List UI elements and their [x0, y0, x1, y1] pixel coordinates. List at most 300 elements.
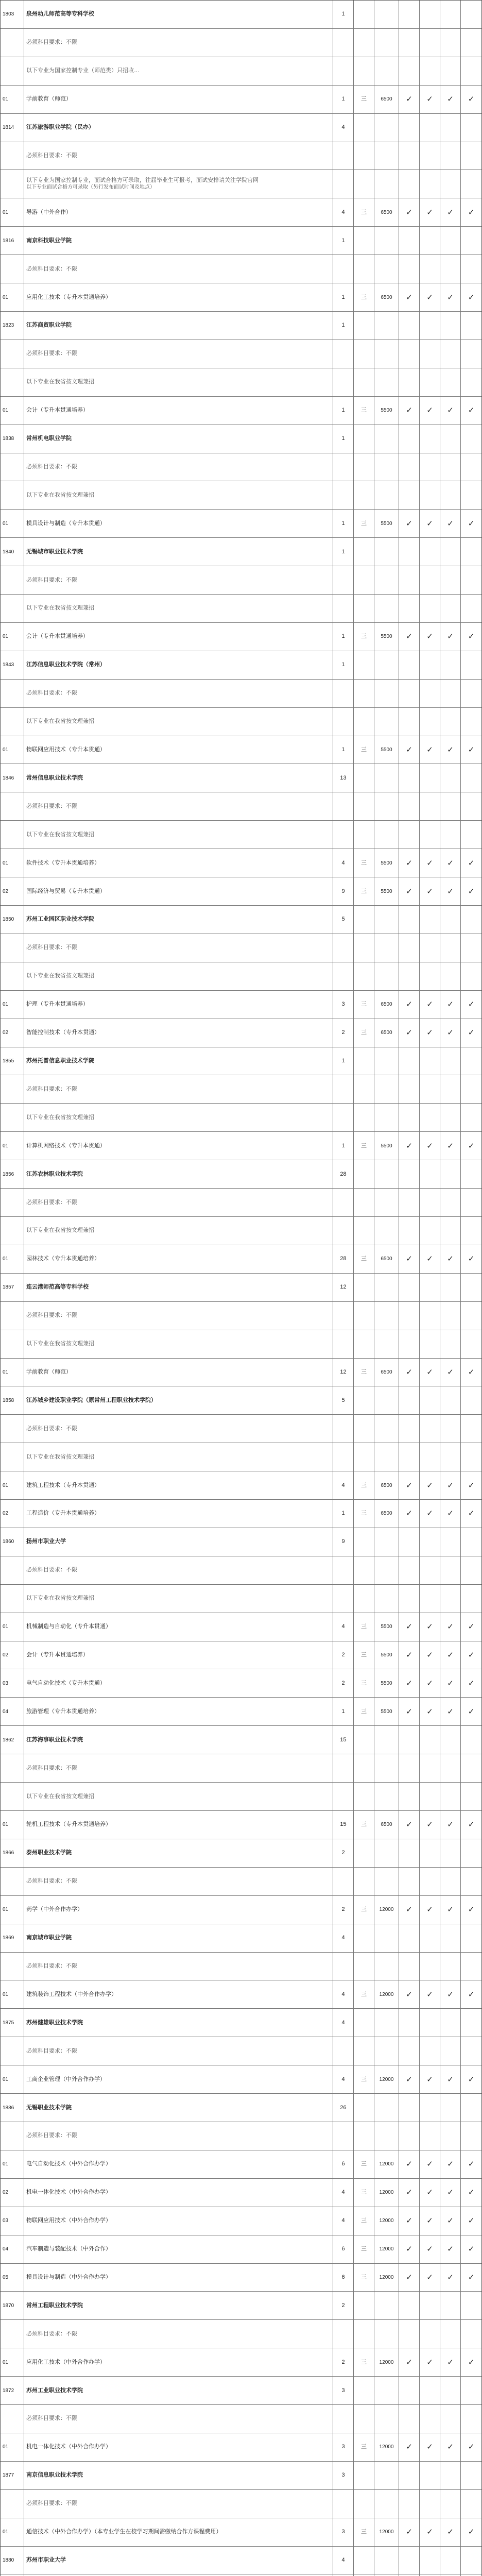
check-cell-2: [420, 1585, 440, 1613]
check-cell-2: [420, 1, 440, 28]
check-cell-4: [461, 1189, 481, 1216]
check-cell-1: ✓: [399, 1811, 420, 1839]
check-cell-4: [461, 2037, 481, 2065]
tuition-cell: [374, 906, 399, 934]
check-cell-3: [440, 1783, 461, 1810]
check-cell-2: [420, 340, 440, 368]
code-cell: [1, 962, 24, 990]
duration-cell: [354, 792, 374, 820]
duration-cell: [354, 1443, 374, 1471]
name-text: 以下专业在我省按文理兼招: [26, 1595, 94, 1602]
check-cell-4: [461, 906, 481, 934]
plan-count-cell: 2: [333, 2292, 354, 2319]
tuition-cell: [374, 425, 399, 453]
name-text: 必须科目要求：不限: [26, 1878, 77, 1885]
name-cell: [24, 792, 333, 820]
requirement-row: [1, 57, 481, 86]
plan-count-cell: [333, 2037, 354, 2065]
name-text: 以下专业在我省按文理兼招: [26, 379, 94, 385]
major-row: [1, 1471, 481, 1500]
check-cell-3: [440, 425, 461, 453]
check-cell-4: ✓: [468, 95, 475, 104]
name-text: 电气自动化技术（专升本贯通）: [26, 1680, 106, 1686]
code-cell: 02: [1, 877, 24, 905]
plan-count-cell: 4: [333, 1471, 354, 1499]
check-cell-2: [420, 2405, 440, 2433]
check-cell-1: [399, 595, 420, 622]
check-cell-4: [461, 1160, 481, 1188]
name-text: 必须科目要求：不限: [26, 1312, 77, 1319]
plan-count-cell: 1: [333, 736, 354, 764]
check-cell-3: ✓: [440, 1359, 461, 1386]
tuition-cell: [374, 255, 399, 283]
duration-cell: 三: [354, 877, 374, 905]
check-cell-4: [461, 962, 481, 990]
name-text: 江苏信息职业技术学院（常州）: [26, 662, 106, 668]
check-cell-1: ✓: [399, 1132, 420, 1160]
tuition-cell: [374, 340, 399, 368]
check-cell-4: ✓: [468, 2160, 475, 2169]
check-cell-2: ✓: [420, 736, 440, 764]
check-cell-2: [420, 2122, 440, 2150]
check-cell-3: [440, 1528, 461, 1556]
school-row: [1, 1924, 481, 1953]
duration-cell: [354, 425, 374, 453]
tuition-cell: [374, 1274, 399, 1301]
duration-cell: [354, 1754, 374, 1782]
duration-cell: 三: [354, 1132, 374, 1160]
check-cell-2: ✓: [420, 2433, 440, 2461]
check-cell-2: ✓: [420, 991, 440, 1019]
tuition-cell: [374, 114, 399, 142]
name-cell: [24, 1471, 333, 1499]
tuition-cell: [374, 764, 399, 792]
check-cell-4: [461, 821, 481, 849]
plan-count-cell: 1: [333, 1, 354, 28]
code-cell: [1, 29, 24, 57]
name-text: 必须科目要求：不限: [26, 1567, 77, 1573]
code-cell: [1, 680, 24, 707]
name-cell: [24, 2292, 333, 2319]
check-cell-1: [399, 1868, 420, 1895]
check-cell-1: ✓: [399, 623, 420, 651]
plan-count-cell: 3: [333, 2518, 354, 2546]
check-cell-4: ✓: [468, 858, 475, 868]
check-cell-2: [420, 2462, 440, 2489]
check-cell-1: [399, 962, 420, 990]
check-cell-3: [440, 595, 461, 622]
duration-cell: 三: [354, 397, 374, 425]
duration-cell: 三: [354, 1896, 374, 1924]
duration-cell: 三: [354, 1811, 374, 1839]
duration-cell: 三: [354, 510, 374, 537]
duration-cell: [354, 312, 374, 340]
check-cell-3: ✓: [440, 1641, 461, 1669]
plan-count-cell: 4: [333, 2009, 354, 2037]
duration-cell: 三: [354, 283, 374, 311]
name-text: 机电一体化技术（中外合作办学）: [26, 2444, 111, 2450]
check-cell-2: ✓: [420, 2264, 440, 2292]
plan-count-cell: 28: [333, 1160, 354, 1188]
plan-count-cell: 1: [333, 397, 354, 425]
check-cell-2: ✓: [420, 1500, 440, 1528]
plan-count-cell: [333, 1783, 354, 1810]
check-cell-4: ✓: [468, 1141, 475, 1150]
duration-cell: [354, 29, 374, 57]
duration-cell: 三: [354, 1359, 374, 1386]
check-cell-3: [440, 821, 461, 849]
tuition-cell: 12000: [374, 2179, 399, 2207]
name-cell: [24, 283, 333, 311]
check-cell-1: [399, 1160, 420, 1188]
check-cell-2: ✓: [420, 1669, 440, 1697]
major-row: [1, 849, 481, 877]
tuition-cell: 5500: [374, 623, 399, 651]
duration-cell: 三: [354, 1613, 374, 1641]
check-cell-4: [461, 142, 481, 170]
tuition-cell: 5500: [374, 1669, 399, 1697]
tuition-cell: 6500: [374, 1245, 399, 1273]
check-cell-1: [399, 425, 420, 453]
check-cell-4: [461, 792, 481, 820]
name-cell: [24, 1443, 333, 1471]
major-row: [1, 1132, 481, 1160]
check-cell-3: [440, 1585, 461, 1613]
check-cell-2: [420, 1217, 440, 1245]
name-cell: [24, 1698, 333, 1725]
name-cell: [24, 1980, 333, 2008]
requirement-row: [1, 1415, 481, 1443]
code-cell: [1, 2320, 24, 2348]
check-cell-4: [461, 1924, 481, 1952]
check-cell-1: ✓: [399, 736, 420, 764]
code-cell: [1, 453, 24, 481]
check-cell-4: ✓: [468, 887, 475, 896]
plan-count-cell: [333, 1415, 354, 1443]
name-cell: [24, 114, 333, 142]
check-cell-3: [440, 2490, 461, 2518]
tuition-cell: 6500: [374, 1500, 399, 1528]
requirement-row: [1, 1443, 481, 1471]
name-cell: [24, 1868, 333, 1895]
name-cell: [24, 1075, 333, 1103]
duration-cell: [354, 1415, 374, 1443]
check-cell-3: ✓: [440, 1132, 461, 1160]
code-cell: [1, 340, 24, 368]
check-cell-3: [440, 1189, 461, 1216]
check-cell-3: [440, 1047, 461, 1075]
check-cell-2: [420, 2094, 440, 2122]
check-cell-4: [461, 312, 481, 340]
requirement-row: [1, 821, 481, 849]
check-cell-2: [420, 680, 440, 707]
tuition-cell: [374, 651, 399, 679]
plan-count-cell: 1: [333, 312, 354, 340]
check-cell-2: ✓: [420, 86, 440, 113]
tuition-cell: [374, 2490, 399, 2518]
duration-cell: 三: [354, 2179, 374, 2207]
check-cell-1: [399, 2037, 420, 2065]
check-cell-3: [440, 29, 461, 57]
name-cell: [24, 877, 333, 905]
check-cell-1: ✓: [399, 1613, 420, 1641]
duration-cell: [354, 368, 374, 396]
check-cell-2: [420, 1868, 440, 1895]
check-cell-1: ✓: [399, 1980, 420, 2008]
check-cell-2: [420, 538, 440, 566]
check-cell-4: ✓: [468, 1679, 475, 1688]
name-text: 必须科目要求：不限: [26, 1199, 77, 1206]
name-text: 会计（专升本贯通培养）: [26, 633, 89, 640]
code-cell: 1866: [1, 1839, 24, 1867]
name-text: 必须科目要求：不限: [26, 2500, 77, 2507]
plan-count-cell: 1: [333, 1500, 354, 1528]
check-cell-2: ✓: [420, 1019, 440, 1047]
tuition-cell: [374, 2377, 399, 2404]
plan-count-cell: [333, 2320, 354, 2348]
name-text: 连云港师范高等专科学校: [26, 1284, 89, 1291]
code-cell: 01: [1, 2433, 24, 2461]
name-text: 学前教育（师范）: [26, 96, 72, 103]
check-cell-2: [420, 1160, 440, 1188]
name-text: 软件技术（专升本贯通培养）: [26, 859, 100, 866]
name-cell: [24, 1896, 333, 1924]
check-cell-1: [399, 1104, 420, 1131]
plan-count-cell: [333, 595, 354, 622]
name-text: 必须科目要求：不限: [26, 1765, 77, 1771]
name-cell: [24, 2405, 333, 2433]
check-cell-3: [440, 453, 461, 481]
check-cell-1: [399, 1726, 420, 1754]
code-cell: 03: [1, 2207, 24, 2235]
check-cell-2: [420, 1783, 440, 1810]
check-cell-1: [399, 1075, 420, 1103]
plan-count-cell: 4: [333, 2179, 354, 2207]
check-cell-4: [461, 1104, 481, 1131]
code-cell: 1880: [1, 2547, 24, 2574]
check-cell-2: [420, 1839, 440, 1867]
code-cell: [1, 368, 24, 396]
name-cell: [24, 2518, 333, 2546]
name-text: 无锡城市职业技术学院: [26, 548, 83, 555]
check-cell-3: [440, 170, 461, 198]
duration-cell: [354, 114, 374, 142]
check-cell-3: [440, 255, 461, 283]
name-cell: [24, 198, 333, 226]
school-row: [1, 1386, 481, 1415]
major-row: [1, 2348, 481, 2377]
check-cell-1: [399, 2377, 420, 2404]
check-cell-2: [420, 962, 440, 990]
check-cell-2: [420, 1556, 440, 1584]
check-cell-2: [420, 170, 440, 198]
code-cell: [1, 566, 24, 594]
tuition-cell: 5500: [374, 510, 399, 537]
name-cell: [24, 2037, 333, 2065]
check-cell-4: ✓: [468, 2075, 475, 2084]
tuition-cell: [374, 1104, 399, 1131]
check-cell-1: [399, 2122, 420, 2150]
check-cell-4: [461, 1726, 481, 1754]
name-cell: [24, 255, 333, 283]
plan-count-cell: 12: [333, 1359, 354, 1386]
code-cell: [1, 1754, 24, 1782]
check-cell-3: ✓: [440, 991, 461, 1019]
name-cell: [24, 1500, 333, 1528]
check-cell-2: ✓: [420, 1132, 440, 1160]
plan-count-cell: 3: [333, 991, 354, 1019]
check-cell-4: [461, 1047, 481, 1075]
check-cell-3: [440, 2037, 461, 2065]
plan-count-cell: 4: [333, 2065, 354, 2093]
name-cell: [24, 1330, 333, 1358]
check-cell-1: [399, 227, 420, 255]
check-cell-3: ✓: [440, 2235, 461, 2263]
code-cell: [1, 2122, 24, 2150]
check-cell-2: ✓: [420, 2207, 440, 2235]
check-cell-2: ✓: [420, 1980, 440, 2008]
check-cell-2: [420, 255, 440, 283]
check-cell-1: ✓: [399, 1359, 420, 1386]
check-cell-4: [461, 1556, 481, 1584]
check-cell-2: [420, 2490, 440, 2518]
note-text: 以下专业面试合格方可录取（另行发布面试时间及地点）: [26, 184, 155, 191]
tuition-cell: [374, 708, 399, 736]
duration-cell: [354, 1726, 374, 1754]
name-text: 轮机工程技术（专升本贯通培养）: [26, 1821, 111, 1828]
tuition-cell: [374, 2292, 399, 2319]
school-row: [1, 1, 481, 29]
plan-count-cell: [333, 680, 354, 707]
check-cell-3: [440, 1302, 461, 1330]
code-cell: [1, 57, 24, 85]
code-cell: 01: [1, 510, 24, 537]
duration-cell: [354, 2094, 374, 2122]
check-cell-1: [399, 1754, 420, 1782]
plan-count-cell: 1: [333, 1047, 354, 1075]
code-cell: 1872: [1, 2377, 24, 2404]
name-text: 必须科目要求：不限: [26, 2132, 77, 2139]
major-row: [1, 2235, 481, 2264]
plan-count-cell: 2: [333, 1896, 354, 1924]
name-text: 建筑工程技术（专升本贯通）: [26, 1482, 100, 1488]
code-cell: 1862: [1, 1726, 24, 1754]
code-cell: 01: [1, 1980, 24, 2008]
tuition-cell: [374, 1556, 399, 1584]
name-cell: [24, 1669, 333, 1697]
requirement-row: [1, 1189, 481, 1217]
name-text: 必须科目要求：不限: [26, 1425, 77, 1432]
check-cell-3: ✓: [440, 1245, 461, 1273]
check-cell-1: [399, 1274, 420, 1301]
check-cell-3: [440, 962, 461, 990]
tuition-cell: 6500: [374, 1811, 399, 1839]
name-cell: [24, 57, 333, 85]
check-cell-4: ✓: [468, 1481, 475, 1490]
check-cell-1: ✓: [399, 991, 420, 1019]
plan-count-cell: 3: [333, 2377, 354, 2404]
check-cell-2: [420, 312, 440, 340]
tuition-cell: [374, 792, 399, 820]
name-cell: [24, 736, 333, 764]
school-row: [1, 312, 481, 340]
duration-cell: [354, 1104, 374, 1131]
check-cell-2: [420, 2292, 440, 2319]
duration-cell: [354, 962, 374, 990]
name-text: 以下专业在我省按文理兼招: [26, 973, 94, 979]
plan-count-cell: [333, 29, 354, 57]
check-cell-2: [420, 1953, 440, 1980]
requirement-row: [1, 340, 481, 368]
check-cell-3: ✓: [440, 1669, 461, 1697]
check-cell-1: [399, 1443, 420, 1471]
duration-cell: [354, 1075, 374, 1103]
check-cell-3: ✓: [440, 2150, 461, 2178]
name-cell: [24, 1359, 333, 1386]
tuition-cell: 5500: [374, 736, 399, 764]
check-cell-4: [461, 227, 481, 255]
check-cell-2: [420, 2547, 440, 2574]
name-cell: [24, 2094, 333, 2122]
tuition-cell: 12000: [374, 2150, 399, 2178]
plan-count-cell: [333, 255, 354, 283]
code-cell: 1823: [1, 312, 24, 340]
code-cell: 1869: [1, 1924, 24, 1952]
check-cell-2: [420, 114, 440, 142]
plan-count-cell: 1: [333, 1698, 354, 1725]
code-cell: 01: [1, 86, 24, 113]
plan-count-cell: 15: [333, 1811, 354, 1839]
duration-cell: [354, 170, 374, 198]
name-cell: [24, 1415, 333, 1443]
name-text: 以下专业在我省按文理兼招: [26, 1114, 94, 1121]
check-cell-4: ✓: [468, 293, 475, 302]
tuition-cell: [374, 170, 399, 198]
check-cell-4: ✓: [468, 2358, 475, 2367]
name-cell: [24, 2207, 333, 2235]
tuition-cell: [374, 142, 399, 170]
check-cell-1: ✓: [399, 877, 420, 905]
check-cell-4: ✓: [468, 2188, 475, 2197]
check-cell-4: [461, 1754, 481, 1782]
duration-cell: 三: [354, 1980, 374, 2008]
plan-count-cell: 4: [333, 849, 354, 877]
check-cell-1: [399, 114, 420, 142]
duration-cell: [354, 2320, 374, 2348]
name-cell: [24, 510, 333, 537]
check-cell-2: [420, 1274, 440, 1301]
name-cell: [24, 86, 333, 113]
check-cell-3: ✓: [440, 2179, 461, 2207]
check-cell-4: ✓: [468, 2245, 475, 2254]
check-cell-3: [440, 2462, 461, 2489]
plan-count-cell: 13: [333, 764, 354, 792]
code-cell: 01: [1, 1896, 24, 1924]
name-cell: [24, 29, 333, 57]
check-cell-1: [399, 29, 420, 57]
plan-count-cell: [333, 934, 354, 962]
name-text: 以下专业在我省按文理兼招: [26, 831, 94, 838]
check-cell-1: [399, 453, 420, 481]
requirement-row: [1, 368, 481, 397]
name-cell: [24, 2547, 333, 2574]
name-cell: [24, 1953, 333, 1980]
name-text: 无锡职业技术学院: [26, 2104, 72, 2111]
check-cell-2: [420, 2377, 440, 2404]
check-cell-4: [461, 2094, 481, 2122]
code-cell: [1, 821, 24, 849]
check-cell-4: [461, 1443, 481, 1471]
